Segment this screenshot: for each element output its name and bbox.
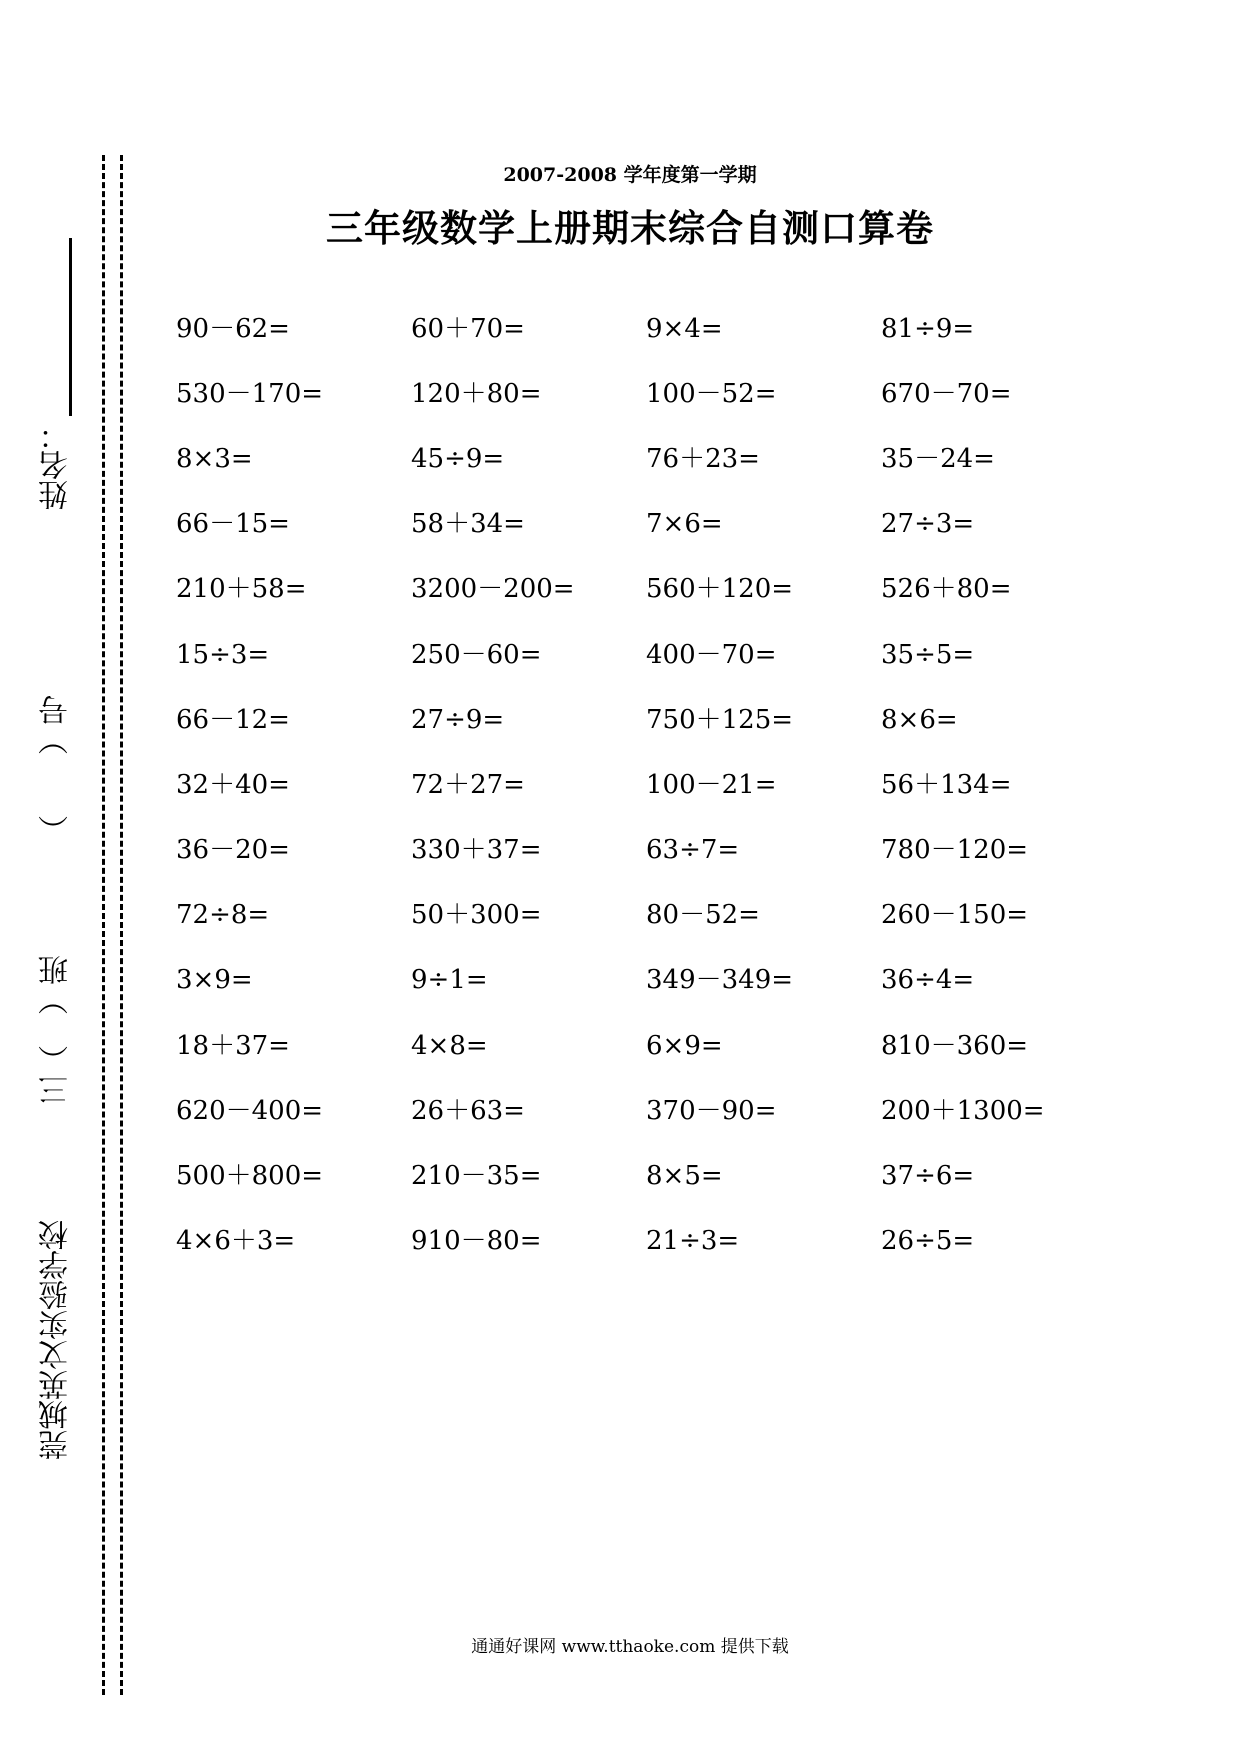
problem: 200＋1300= [881, 1095, 1045, 1126]
problem: 36－20= [176, 835, 290, 866]
problem: 36÷4= [881, 965, 975, 996]
cut-line-outer [102, 155, 105, 1695]
problem: 250－60= [411, 639, 542, 670]
problem: 50＋300= [411, 900, 542, 931]
problem: 349－349= [646, 965, 794, 996]
problem: 27÷9= [411, 704, 505, 735]
page-footer: 通通好课网 www.tthaoke.com 提供下载 [471, 1637, 789, 1657]
problem: 35－24= [881, 443, 995, 474]
problem: 3×9= [176, 965, 253, 996]
problem: 750＋125= [646, 704, 794, 735]
problem: 100－21= [646, 769, 777, 800]
problem: 9÷1= [411, 965, 488, 996]
problem: 80－52= [646, 900, 760, 931]
problem: 35÷5= [881, 639, 975, 670]
problem: 330＋37= [411, 835, 542, 866]
problem: 260－150= [881, 900, 1029, 931]
problem: 32＋40= [176, 769, 290, 800]
side-school-name: 莞城英文实验学校 [39, 1220, 74, 1460]
problem: 6×9= [646, 1030, 723, 1061]
problem: 4×6＋3= [176, 1226, 296, 1257]
problem: 780－120= [881, 835, 1029, 866]
problem: 530－170= [176, 378, 324, 409]
side-name-label: 姓名： [39, 420, 74, 510]
problem: 670－70= [881, 378, 1012, 409]
side-class-label: 三（ ）班 [39, 955, 74, 1105]
page-subtitle: 2007-2008 学年度第一学期 [503, 164, 757, 186]
problem: 100－52= [646, 378, 777, 409]
problem: 526＋80= [881, 574, 1012, 605]
problem: 9×4= [646, 313, 723, 344]
problem: 620－400= [176, 1095, 324, 1126]
problem: 7×6= [646, 509, 723, 540]
problem: 370－90= [646, 1095, 777, 1126]
problem: 400－70= [646, 639, 777, 670]
problem: 66－12= [176, 704, 290, 735]
problem: 56＋134= [881, 769, 1012, 800]
problem: 76＋23= [646, 443, 760, 474]
page-title: 三年级数学上册期末综合自测口算卷 [326, 207, 934, 250]
problem: 37÷6= [881, 1161, 975, 1192]
problem: 8×5= [646, 1161, 723, 1192]
problem: 500＋800= [176, 1161, 324, 1192]
problem: 210＋58= [176, 574, 307, 605]
problem: 66－15= [176, 509, 290, 540]
problem: 560＋120= [646, 574, 794, 605]
problem: 18＋37= [176, 1030, 290, 1061]
problem: 81÷9= [881, 313, 975, 344]
problem: 210－35= [411, 1161, 542, 1192]
problem: 60＋70= [411, 313, 525, 344]
problem: 27÷3= [881, 509, 975, 540]
name-blank-line [69, 238, 72, 416]
problem: 810－360= [881, 1030, 1029, 1061]
problem: 15÷3= [176, 639, 270, 670]
problem: 72＋27= [411, 769, 525, 800]
problem: 120＋80= [411, 378, 542, 409]
problem-grid [176, 296, 1116, 1274]
problem: 910－80= [411, 1226, 542, 1257]
side-number-label: （ ）号 [39, 695, 74, 845]
problem: 26÷5= [881, 1226, 975, 1257]
problem: 3200－200= [411, 574, 575, 605]
problem: 58＋34= [411, 509, 525, 540]
problem: 21÷3= [646, 1226, 740, 1257]
cut-line-inner [120, 155, 123, 1695]
problem: 72÷8= [176, 900, 270, 931]
problem: 26＋63= [411, 1095, 525, 1126]
problem: 90－62= [176, 313, 290, 344]
problem: 8×6= [881, 704, 958, 735]
problem: 63÷7= [646, 835, 740, 866]
problem: 4×8= [411, 1030, 488, 1061]
problem: 8×3= [176, 443, 253, 474]
problem: 45÷9= [411, 443, 505, 474]
